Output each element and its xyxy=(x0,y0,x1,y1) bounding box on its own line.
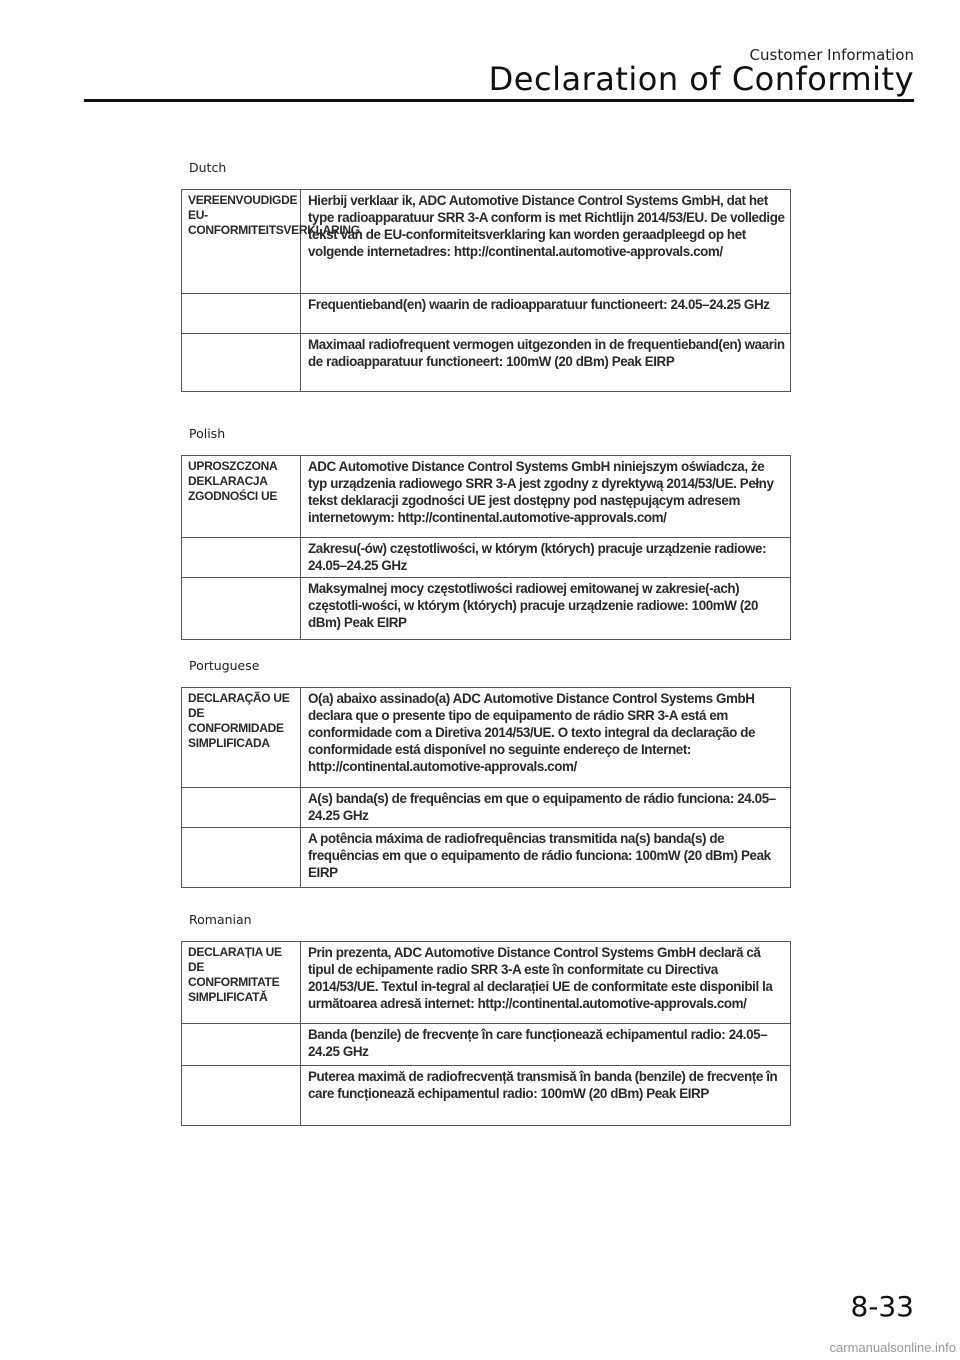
declaration-table xyxy=(181,455,791,640)
page-number: 8-33 xyxy=(850,1290,914,1323)
declaration-text: Hierbij verklaar ik, ADC Automotive Distance Control Systems GmbH, dat het type radioapparatuur SRR 3-A conform is met Richtlijn 2014/53/EU. De volledige tekst van de EU-conformiteitsverklaring kan worden geraadpleegd op het volgende internetadres: http://continental.automotive-approvals.com/ xyxy=(301,190,791,294)
language-label: Dutch xyxy=(189,160,227,175)
declaration-heading: DECLARAȚIA UE DE CONFORMITATE SIMPLIFICATĂ xyxy=(182,942,301,1024)
language-label: Polish xyxy=(189,426,226,441)
frequency-band-cell: A(s) banda(s) de frequências em que o equipamento de rádio funciona: 24.05–24.25 GHz xyxy=(301,788,791,828)
declaration-table xyxy=(181,189,791,392)
declaration-heading: UPROSZCZONA DEKLARACJA ZGODNOŚCI UE xyxy=(182,456,301,538)
header-divider xyxy=(84,99,914,102)
empty-cell xyxy=(182,1024,301,1066)
language-label: Romanian xyxy=(189,912,252,927)
section-polish xyxy=(181,426,791,640)
section-portuguese xyxy=(181,658,791,888)
declaration-text: ADC Automotive Distance Control Systems GmbH niniejszym oświadcza, że typ urządzenia radiowego SRR 3-A jest zgodny z dyrektywą 2014/53/UE. Pełny tekst deklaracji zgodności UE jest dostępny pod następującym adresem internetowym: http://continental.automotive-approvals.com/ xyxy=(301,456,791,538)
max-power-cell: A potência máxima de radiofrequências transmitida na(s) banda(s) de frequências em que o equipamento de rádio funciona: 100mW (20 dBm) Peak EIRP xyxy=(301,828,791,888)
watermark: carmanualsonline.info xyxy=(829,1340,956,1355)
declaration-text: O(a) abaixo assinado(a) ADC Automotive Distance Control Systems GmbH declara que o presente tipo de equipamento de rádio SRR 3-A está em conformidade com a Diretiva 2014/53/UE. O texto integral da declaração de conformidade está disponível no seguinte endereço de Internet: http://continental.automotive-approvals.com/ xyxy=(301,688,791,788)
declaration-table xyxy=(181,941,791,1126)
header-category: Customer Information xyxy=(749,46,914,64)
declaration-table xyxy=(181,687,791,888)
declaration-text: Prin prezenta, ADC Automotive Distance Control Systems GmbH declară că tipul de echipamente radio SRR 3-A este în conformitate cu Directiva 2014/53/UE. Textul in-tegral al declarației UE de conformitate este disponibil la următoarea adresă internet: http://continental.automotive-approvals.com/ xyxy=(301,942,791,1024)
language-label: Portuguese xyxy=(189,658,260,673)
section-dutch xyxy=(181,160,791,392)
empty-cell xyxy=(182,788,301,828)
section-romanian xyxy=(181,912,791,1126)
empty-cell xyxy=(182,538,301,578)
max-power-cell: Maximaal radiofrequent vermogen uitgezonden in de frequentieband(en) waarin de radioapparatuur functioneert: 100mW (20 dBm) Peak EIRP xyxy=(301,334,791,392)
empty-cell xyxy=(182,578,301,640)
max-power-cell: Maksymalnej mocy częstotliwości radiowej emitowanej w zakresie(-ach) częstotli-wości, w którym (których) pracuje urządzenie radiowe: 100mW (20 dBm) Peak EIRP xyxy=(301,578,791,640)
frequency-band-cell: Frequentieband(en) waarin de radioapparatuur functioneert: 24.05–24.25 GHz xyxy=(301,294,791,334)
frequency-band-cell: Banda (benzile) de frecvențe în care funcționează echipamentul radio: 24.05–24.25 GHz xyxy=(301,1024,791,1066)
declaration-heading: DECLARAÇÃO UE DE CONFORMIDADE SIMPLIFICADA xyxy=(182,688,301,788)
empty-cell xyxy=(182,828,301,888)
page-title: Declaration of Conformity xyxy=(488,60,914,98)
declaration-heading: VEREENVOUDIGDE EU-CONFORMITEITSVERKLARING xyxy=(182,190,301,294)
empty-cell xyxy=(182,1066,301,1126)
max-power-cell: Puterea maximă de radiofrecvență transmisă în banda (benzile) de frecvențe în care funcționează echipamentul radio: 100mW (20 dBm) Peak EIRP xyxy=(301,1066,791,1126)
empty-cell xyxy=(182,294,301,334)
empty-cell xyxy=(182,334,301,392)
frequency-band-cell: Zakresu(-ów) częstotliwości, w którym (których) pracuje urządzenie radiowe: 24.05–24.25 GHz xyxy=(301,538,791,578)
